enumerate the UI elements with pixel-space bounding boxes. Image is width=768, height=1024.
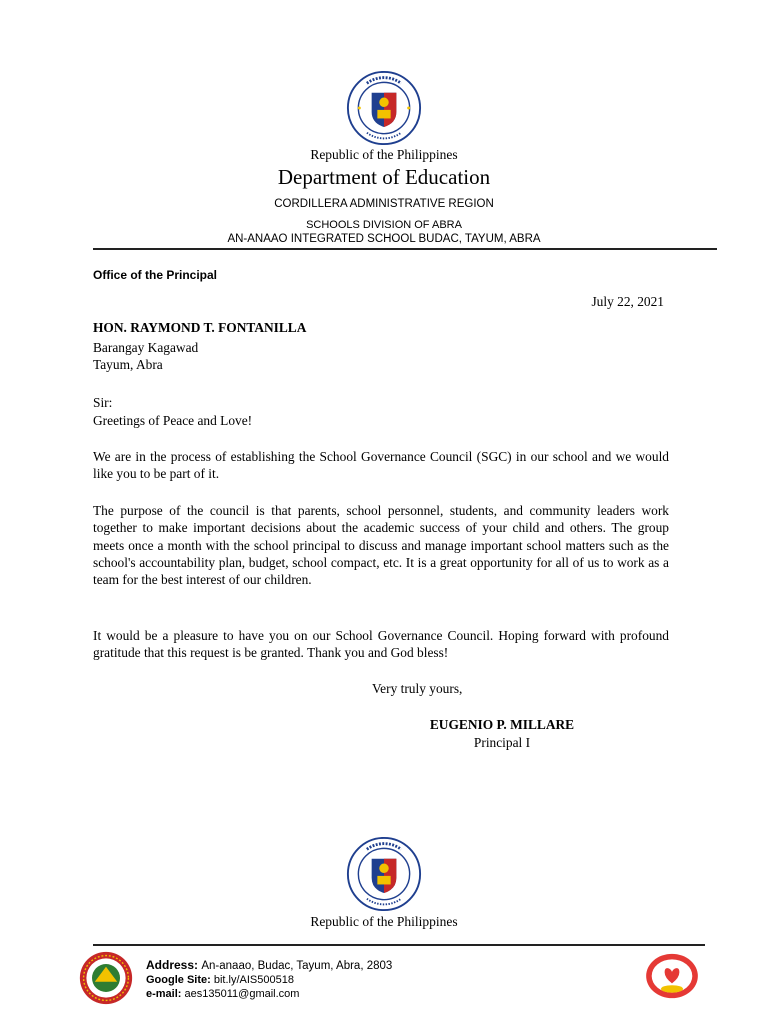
email-value: aes135011@gmail.com [184, 988, 300, 1000]
recipient-address: Tayum, Abra [93, 357, 163, 372]
school-line: AN-ANAAO INTEGRATED SCHOOL BUDAC, TAYUM, ABRA [227, 233, 541, 245]
recipient-title: Barangay Kagawad [93, 340, 199, 355]
deped-seal-icon [346, 70, 422, 146]
closing: Very truly yours, [372, 681, 463, 696]
header-divider [93, 248, 717, 250]
letter-date: July 22, 2021 [591, 294, 664, 309]
recipient-name: HON. RAYMOND T. FONTANILLA [93, 320, 307, 335]
office-label: Office of the Principal [93, 268, 218, 282]
signatory-name: EUGENIO P. MILLARE [429, 717, 575, 732]
paragraph-1: We are in the process of establishing the School Governance Council (SGC) in our school and we would like you to be part of it. [93, 449, 669, 482]
address-label: Address: [146, 958, 199, 972]
greeting: Greetings of Peace and Love! [93, 413, 253, 428]
republic-line: Republic of the Philippines [310, 147, 458, 162]
school-emblem-icon [644, 952, 700, 1000]
deped-seal-icon [346, 836, 422, 912]
address-value: An-anaao, Budac, Tayum, Abra, 2803 [201, 960, 393, 972]
salutation: Sir: [93, 395, 113, 410]
site-value: bit.ly/AIS500518 [213, 974, 294, 986]
republic-line-2: Republic of the Philippines [310, 914, 458, 929]
footer-divider [93, 944, 705, 946]
paragraph-3: It would be a pleasure to have you on our School Governance Council. Hoping forward with profound gratitude that this request is be granted. Thank you and God bless! [93, 628, 669, 661]
department-title: Department of Education [277, 165, 491, 189]
region-line: CORDILLERA ADMINISTRATIVE REGION [274, 198, 494, 210]
signatory-title: Principal I [473, 735, 531, 750]
school-seal-icon [78, 950, 134, 1006]
email-label: e-mail: [146, 988, 182, 1000]
site-label: Google Site: [146, 974, 211, 986]
paragraph-2: The purpose of the council is that parents, school personnel, students, and community leaders work together to make important decisions about the academic success of your child and others. The group meets once a month with the school principal to discuss and manage important school matters such as the school's accountability plan, budget, school compact, etc. It is a great opportunity for all of us to work as a team for the best interest of our children. [93, 503, 669, 588]
division-line: SCHOOLS DIVISION OF ABRA [306, 219, 462, 231]
